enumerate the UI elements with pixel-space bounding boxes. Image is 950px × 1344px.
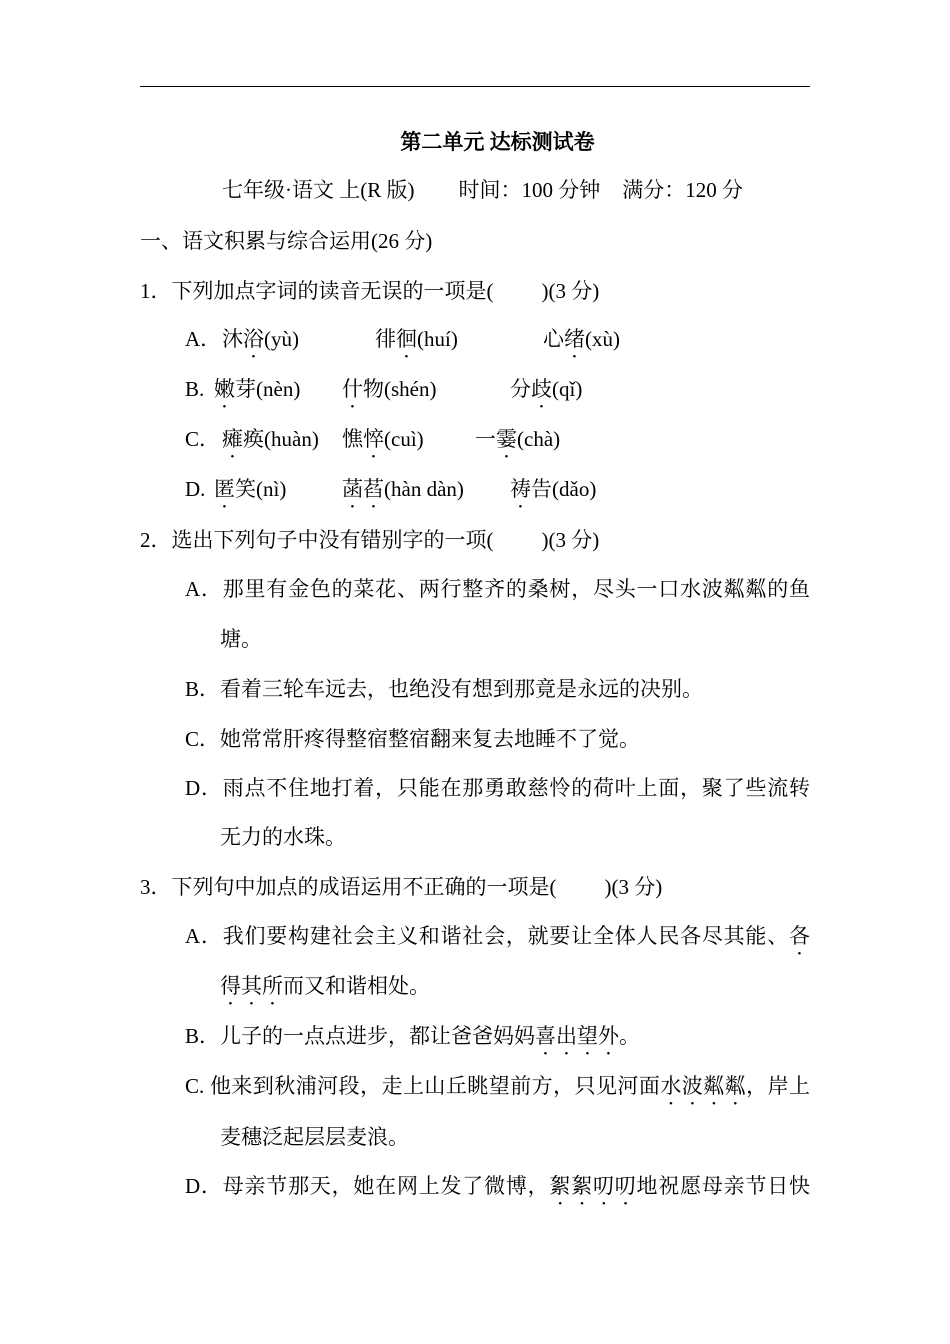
question-1-points: )(3 分)	[541, 279, 600, 303]
question-3	[140, 873, 662, 901]
question-2-text: 2．选出下列句子中没有错别字的一项(	[140, 528, 494, 552]
option-word: 沐浴(yù)	[222, 327, 299, 351]
option-word: 心绪(xù)	[543, 327, 620, 351]
question-1-option-c	[185, 425, 785, 453]
option-letter: B.	[185, 377, 205, 401]
option-word: 瘫痪(huàn)	[222, 427, 319, 451]
question-2-option-d-cont: 无力的水珠。	[220, 825, 346, 849]
question-2-points: )(3 分)	[541, 528, 600, 552]
option-word: 憔悴(cuì)	[342, 427, 424, 451]
option-word: 徘徊(huí)	[375, 327, 458, 351]
option-letter: D.	[185, 477, 206, 501]
exam-info	[222, 176, 743, 204]
question-1-option-d	[185, 475, 785, 503]
question-1	[140, 277, 599, 305]
option-word: 一霎(chà)	[475, 427, 561, 451]
question-2-option-a-cont: 塘。	[220, 627, 262, 651]
page-title: 第二单元 达标测试卷	[400, 130, 595, 154]
option-word: 什物(shén)	[342, 377, 437, 401]
question-1-option-a	[185, 325, 785, 353]
question-2-option-c: C．她常常肝疼得整宿整宿翻来复去地睡不了觉。	[185, 727, 641, 751]
question-3-text: 3．下列句中加点的成语运用不正确的一项是(	[140, 875, 557, 899]
option-letter: C．	[185, 427, 221, 451]
option-letter: A．	[185, 327, 222, 351]
question-1-text: 1．下列加点字词的读音无误的一项是(	[140, 279, 494, 303]
grade-subject: 七年级·语文 上(R 版)	[222, 178, 415, 202]
option-word: 嫩芽(nèn)	[214, 377, 301, 401]
option-word: 分歧(qǐ)	[510, 377, 583, 401]
question-3-option-a: A．我们要构建社会主义和谐社会，就要让全体人民各尽其能、各	[185, 924, 810, 948]
question-3-option-a-cont: 得其所而又和谐相处。	[220, 974, 430, 998]
option-word: 菡萏(hàn dàn)	[342, 477, 464, 501]
question-3-option-c: C. 他来到秋浦河段，走上山丘眺望前方，只见河面水波粼粼，岸上	[185, 1074, 811, 1098]
question-1-option-b	[185, 375, 785, 403]
exam-time: 时间：100 分钟	[458, 178, 601, 202]
question-3-points: )(3 分)	[604, 875, 663, 899]
question-3-option-b: B．儿子的一点点进步，都让爸爸妈妈喜出望外。	[185, 1024, 641, 1048]
question-2-option-a: A．那里有金色的菜花、两行整齐的桑树，尽头一口水波粼粼的鱼	[185, 577, 810, 601]
exam-score: 满分：120 分	[622, 178, 743, 202]
question-3-option-d: D．母亲节那天，她在网上发了微博，絮絮叨叨地祝愿母亲节日快	[185, 1174, 811, 1198]
question-2-option-d: D．雨点不住地打着，只能在那勇敢慈怜的荷叶上面，聚了些流转	[185, 776, 810, 800]
question-2-option-b: B．看着三轮车远去，也绝没有想到那竟是永远的决别。	[185, 677, 704, 701]
section-heading: 一、语文积累与综合运用(26 分)	[140, 229, 433, 253]
option-word: 祷告(dǎo)	[510, 477, 597, 501]
question-2	[140, 526, 599, 554]
header-rule	[140, 86, 810, 87]
option-word: 匿笑(nì)	[214, 477, 287, 501]
question-3-option-c-cont: 麦穗泛起层层麦浪。	[220, 1125, 409, 1149]
